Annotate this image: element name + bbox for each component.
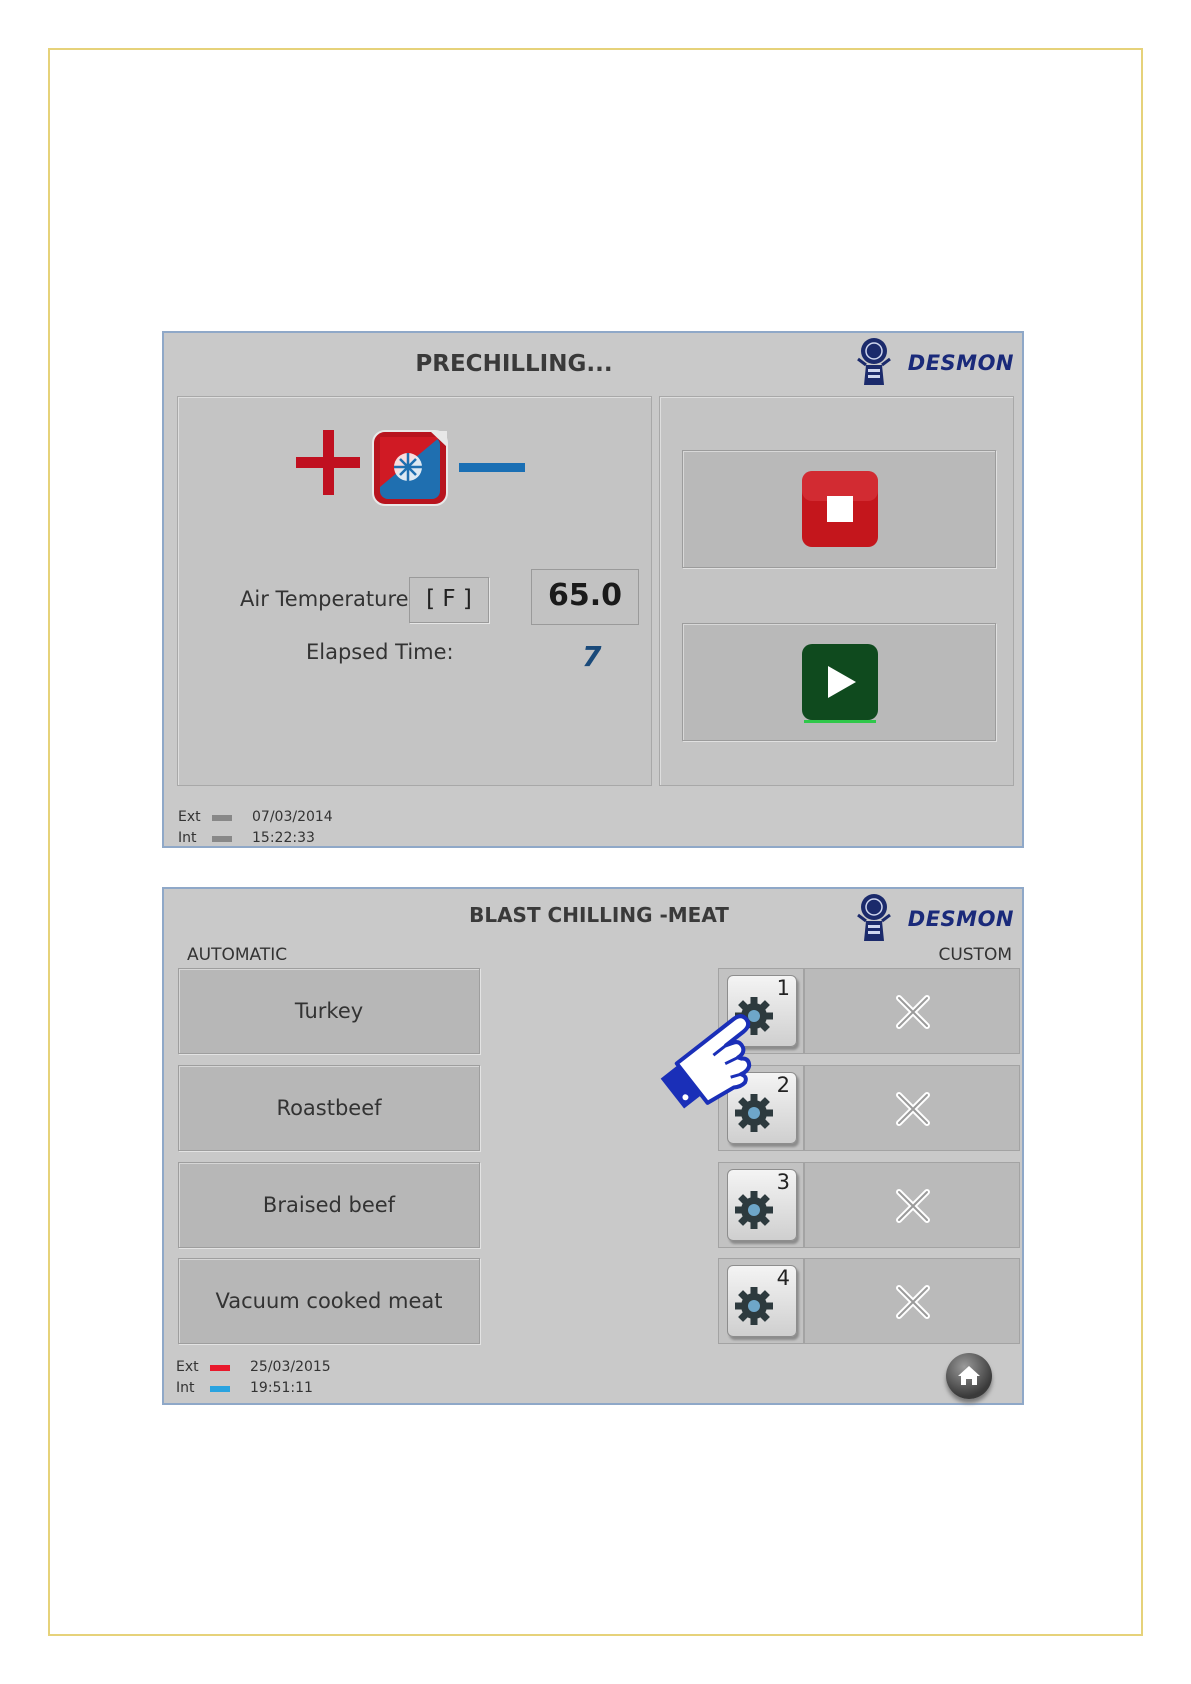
blast-chill-icon bbox=[373, 431, 447, 505]
delete-x-icon bbox=[895, 994, 931, 1030]
custom-program-button-3[interactable] bbox=[727, 1169, 797, 1241]
date-text: 07/03/2014 bbox=[252, 809, 333, 825]
status-panel bbox=[177, 396, 652, 786]
delete-x-icon bbox=[895, 1284, 931, 1320]
gear-icon bbox=[734, 1284, 778, 1328]
int-legend bbox=[212, 836, 232, 842]
int-label: Int bbox=[176, 1380, 195, 1396]
ext-label: Ext bbox=[178, 809, 201, 825]
int-label: Int bbox=[178, 830, 197, 846]
stop-icon bbox=[800, 469, 880, 549]
ext-legend bbox=[210, 1365, 230, 1371]
automatic-label: AUTOMATIC bbox=[187, 945, 288, 965]
pointing-hand-icon bbox=[650, 999, 770, 1109]
time-text: 15:22:33 bbox=[252, 830, 315, 846]
date-text: 25/03/2015 bbox=[250, 1359, 331, 1375]
plus-icon bbox=[296, 430, 360, 495]
ext-legend bbox=[212, 815, 232, 821]
stop-button[interactable] bbox=[682, 450, 996, 568]
recipe-button-roastbeef[interactable]: Roastbeef bbox=[178, 1065, 480, 1151]
blast-chilling-screen bbox=[162, 887, 1024, 1405]
brand-name: DESMON bbox=[907, 907, 1014, 931]
screen-title: PRECHILLING... bbox=[415, 351, 613, 377]
custom-delete-button-2[interactable] bbox=[804, 1065, 1020, 1151]
elapsed-time-value: 7 bbox=[582, 640, 602, 673]
custom-gear-cell bbox=[718, 1162, 804, 1248]
custom-program-number: 3 bbox=[776, 1170, 790, 1194]
custom-program-button-4[interactable] bbox=[727, 1265, 797, 1337]
desmon-mascot-icon bbox=[844, 891, 904, 947]
play-icon bbox=[800, 642, 880, 724]
control-panel bbox=[659, 396, 1014, 786]
custom-gear-cell bbox=[718, 1258, 804, 1344]
home-button[interactable] bbox=[946, 1353, 992, 1399]
desmon-logo bbox=[844, 891, 1016, 947]
recipe-button-vacuum-cooked-meat[interactable]: Vacuum cooked meat bbox=[178, 1258, 480, 1344]
delete-x-icon bbox=[895, 1188, 931, 1224]
desmon-mascot-icon bbox=[844, 335, 904, 391]
time-text: 19:51:11 bbox=[250, 1380, 313, 1396]
screen-title: BLAST CHILLING -MEAT bbox=[469, 903, 729, 927]
elapsed-time-label: Elapsed Time: bbox=[306, 640, 454, 664]
home-icon bbox=[946, 1353, 992, 1399]
desmon-logo bbox=[844, 335, 1016, 391]
ext-label: Ext bbox=[176, 1359, 199, 1375]
delete-x-icon bbox=[895, 1091, 931, 1127]
custom-program-number: 4 bbox=[776, 1266, 790, 1290]
custom-row-3 bbox=[718, 1162, 1020, 1248]
recipe-button-braised-beef[interactable]: Braised beef bbox=[178, 1162, 480, 1248]
brand-name: DESMON bbox=[907, 351, 1014, 375]
gear-icon bbox=[734, 1188, 778, 1232]
custom-delete-button-3[interactable] bbox=[804, 1162, 1020, 1248]
process-indicator bbox=[296, 427, 526, 507]
air-temperature-label: Air Temperature bbox=[240, 587, 409, 611]
minus-icon bbox=[459, 463, 525, 472]
custom-delete-button-1[interactable] bbox=[804, 968, 1020, 1054]
int-legend bbox=[210, 1386, 230, 1392]
custom-row-4 bbox=[718, 1258, 1020, 1344]
recipe-button-turkey[interactable]: Turkey bbox=[178, 968, 480, 1054]
unit-button[interactable]: [ F ] bbox=[409, 577, 489, 623]
custom-label: CUSTOM bbox=[938, 945, 1012, 965]
prechilling-screen bbox=[162, 331, 1024, 848]
custom-delete-button-4[interactable] bbox=[804, 1258, 1020, 1344]
air-temperature-value: 65.0 bbox=[531, 569, 639, 625]
custom-program-number: 2 bbox=[776, 1073, 790, 1097]
custom-program-number: 1 bbox=[776, 976, 790, 1000]
start-button[interactable] bbox=[682, 623, 996, 741]
